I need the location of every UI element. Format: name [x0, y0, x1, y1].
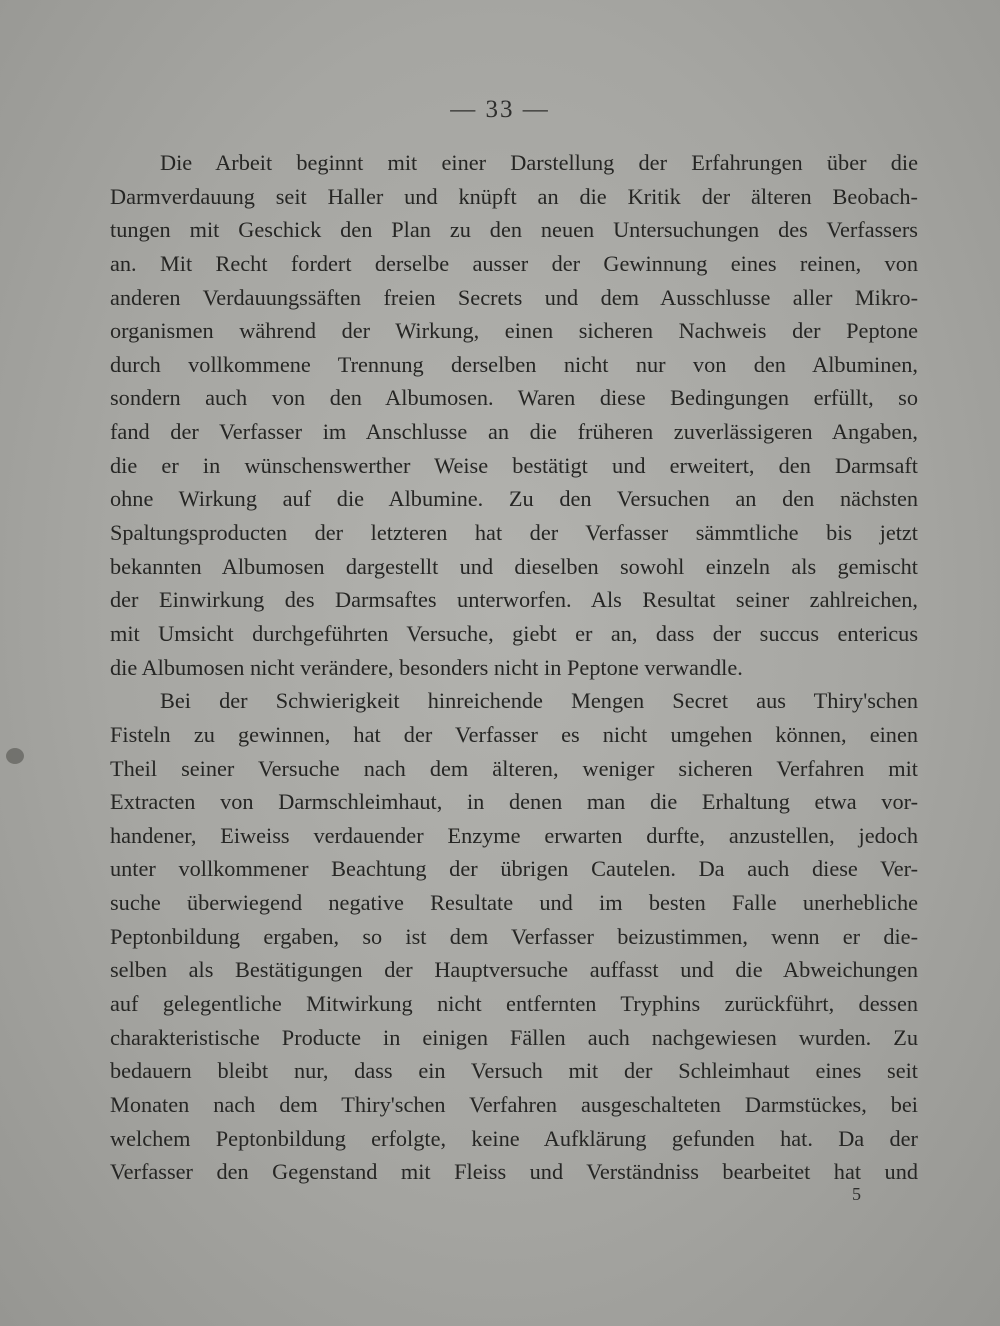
text-line: organismen während der Wirkung, einen sicheren Nachweis der Peptone [110, 318, 918, 344]
text-line: sondern auch von den Albumosen. Waren diese Bedingungen erfüllt, so [110, 385, 918, 411]
text-line: durch vollkommene Trennung derselben nicht nur von den Albuminen, [110, 351, 918, 377]
text-line: fand der Verfasser im Anschlusse an die früheren zuverlässigeren Angaben, [110, 419, 918, 445]
text-line: Die Arbeit beginnt mit einer Darstellung der Erfahrungen über die [160, 150, 918, 175]
text-line: auf gelegentliche Mitwirkung nicht entfernten Tryphins zurückführt, dessen [110, 991, 918, 1017]
text-line: an. Mit Recht fordert derselbe ausser der Gewinnung eines reinen, von [110, 250, 918, 276]
text-line: handener, Eiweiss verdauender Enzyme erwarten durfte, anzustellen, jedoch [110, 822, 918, 848]
text-line: Monaten nach dem Thiry'schen Verfahren ausgeschalteten Darmstückes, bei [110, 1091, 918, 1117]
text-line: Extracten von Darmschleimhaut, in denen man die Erhaltung etwa vor- [110, 789, 918, 815]
text-line: Spaltungsproducten der letzteren hat der Verfasser sämmtliche bis jetzt [110, 520, 918, 546]
text-line: ohne Wirkung auf die Albumine. Zu den Versuchen an den nächsten [110, 486, 918, 512]
text-line: selben als Bestätigungen der Hauptversuche auffasst und die Abweichungen [110, 957, 918, 983]
text-line: anderen Verdauungssäften freien Secrets und dem Ausschlusse aller Mikro- [110, 284, 918, 310]
text-line: bedauern bleibt nur, dass ein Versuch mit der Schleimhaut eines seit [110, 1058, 918, 1084]
text-line: Peptonbildung ergaben, so ist dem Verfasser beizustimmen, wenn er die- [110, 923, 918, 949]
paragraph-1 [110, 146, 918, 684]
page-number: — 33 — [450, 96, 550, 123]
signature-mark: 5 [852, 1184, 861, 1204]
text-line: der Einwirkung des Darmsaftes unterworfen. Als Resultat seiner zahlreichen, [110, 587, 918, 613]
paragraph-2 [110, 684, 918, 1189]
text-line: Verfasser den Gegenstand mit Fleiss und Verständniss bearbeitet hat und [110, 1159, 918, 1185]
text-line: unter vollkommener Beachtung der übrigen Cautelen. Da auch diese Ver- [110, 856, 918, 882]
text-line: suche überwiegend negative Resultate und im besten Falle unerhebliche [110, 890, 918, 916]
ink-smudge [6, 748, 24, 764]
text-line: Fisteln zu gewinnen, hat der Verfasser es nicht umgehen können, einen [110, 721, 918, 747]
text-line: bekannten Albumosen dargestellt und dieselben sowohl einzeln als gemischt [110, 553, 918, 579]
text-line: Darmverdauung seit Haller und knüpft an die Kritik der älteren Beobach- [110, 183, 918, 209]
text-line: Bei der Schwierigkeit hinreichende Mengen Secret aus Thiry'schen [160, 688, 918, 714]
text-line: charakteristische Producte in einigen Fällen auch nachgewiesen wurden. Zu [110, 1024, 918, 1050]
text-line: die er in wünschenswerther Weise bestätigt und erweitert, den Darmsaft [110, 452, 918, 478]
text-line: mit Umsicht durchgeführten Versuche, giebt er an, dass der succus entericus [110, 620, 918, 646]
text-line: tungen mit Geschick den Plan zu den neuen Untersuchungen des Verfassers [110, 217, 918, 243]
body-text [110, 146, 918, 1189]
text-line: die Albumosen nicht verändere, besonders nicht in Peptone verwandle. [110, 654, 743, 680]
text-line: welchem Peptonbildung erfolgte, keine Aufklärung gefunden hat. Da der [110, 1125, 918, 1151]
text-line: Theil seiner Versuche nach dem älteren, weniger sicheren Verfahren mit [110, 755, 918, 781]
